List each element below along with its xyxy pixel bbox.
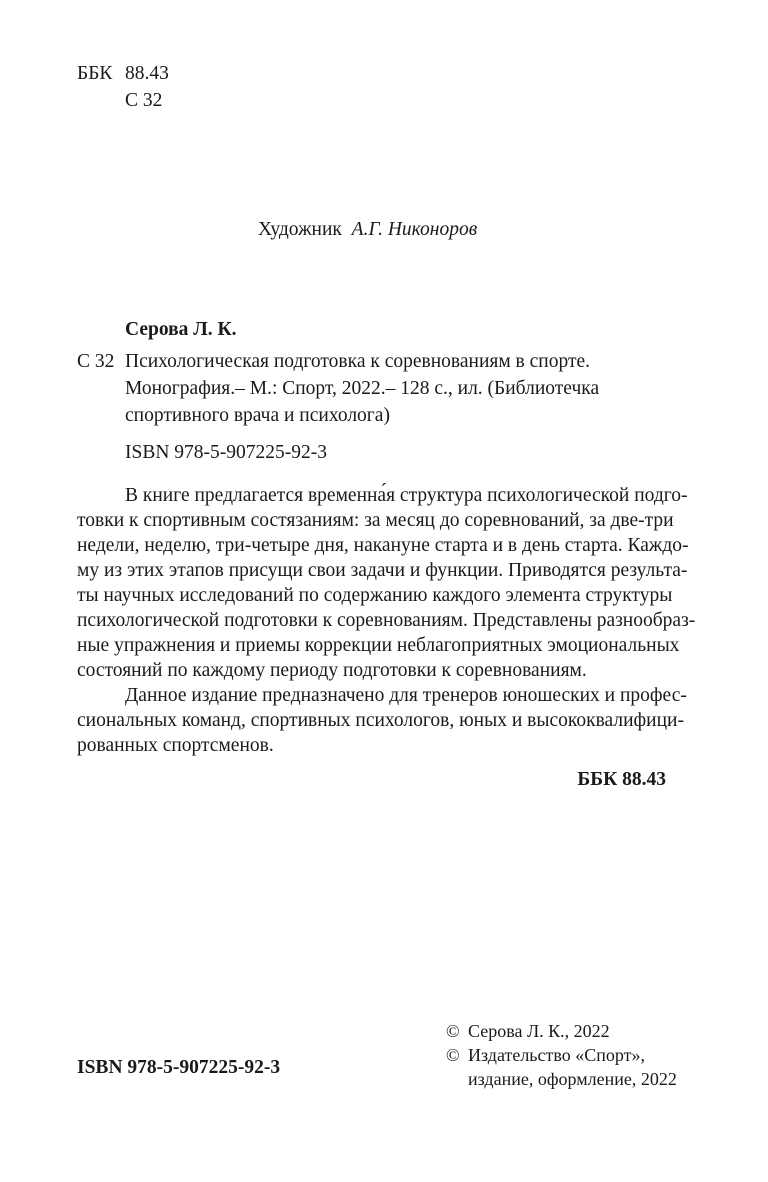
abstract-line: В книге предлагается временна́я структура психологической подго- [125, 485, 688, 506]
author-name: Серова Л. К. [125, 319, 237, 340]
catalog-line: Монография.– М.: Спорт, 2022.– 128 с., ил. (Библиотечка [125, 378, 600, 399]
abstract-line: му из этих этапов присущи свои задачи и функции. Приводятся результа- [77, 560, 688, 581]
copyright-author: © Серова Л. К., 2022 [446, 1021, 610, 1041]
abstract-line: Данное издание предназначено для тренеров юношеских и профес- [125, 685, 687, 706]
abstract-line: товки к спортивным состязаниям: за месяц до соревнований, за две-три [77, 510, 674, 531]
bbk-bottom: ББК 88.43 [577, 769, 666, 790]
copyright-icon: © [446, 1021, 460, 1041]
artist-line [258, 218, 477, 242]
artist-label: Художник [258, 219, 342, 240]
catalog-line: спортивного врача и психолога) [125, 405, 390, 426]
abstract-line: ные упражнения и приемы коррекции неблагоприятных эмоциональных [77, 635, 680, 656]
bbk-number: 88.43 [125, 63, 169, 84]
abstract-line: сиональных команд, спортивных психологов, юных и высококвалифици- [77, 710, 684, 731]
catalog-line: Психологическая подготовка к соревнованиям в спорте. [125, 351, 591, 372]
catalog-index: С 32 [77, 351, 115, 372]
abstract-line: ты научных исследований по содержанию каждого элемента структуры [77, 585, 673, 606]
abstract-line: психологической подготовки к соревнованиям. Представлены разнообраз- [77, 610, 696, 631]
isbn: ISBN 978-5-907225-92-3 [125, 442, 328, 463]
abstract-line: рованных спортсменов. [77, 735, 274, 756]
abstract-line: состояний по каждому периоду подготовки к соревнованиям. [77, 660, 587, 681]
abstract-line: недели, неделю, три-четыре дня, накануне старта и в день старта. Каждо- [77, 535, 689, 556]
isbn-bottom: ISBN 978-5-907225-92-3 [77, 1057, 281, 1078]
copyright-publisher-cont: издание, оформление, 2022 [468, 1069, 677, 1089]
author-sign: С 32 [125, 90, 163, 111]
copyright-icon: © [446, 1045, 460, 1065]
artist-name: А.Г. Никоноров [351, 219, 478, 240]
bbk-code: ББК [77, 63, 113, 84]
copyright-publisher: © Издательство «Спорт», [446, 1045, 646, 1065]
